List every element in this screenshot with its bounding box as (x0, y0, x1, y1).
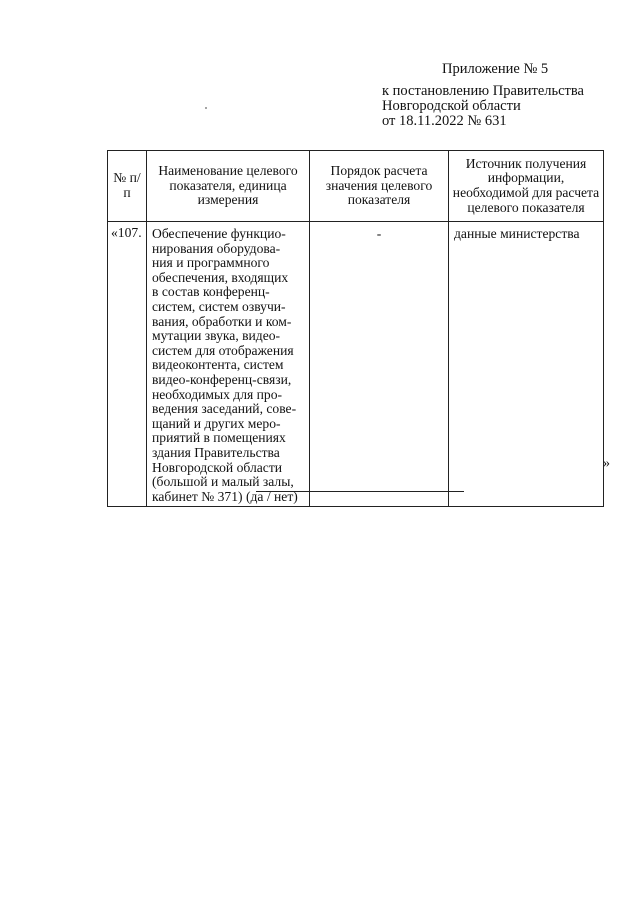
table-header-row (108, 151, 604, 222)
header-number: № п/п (108, 151, 147, 222)
name-line: видеоконтента, систем (152, 357, 284, 373)
cell-number: «107. (108, 222, 147, 507)
name-line: систем для отображения (152, 342, 294, 358)
name-line: вания, обработки и ком- (152, 313, 292, 329)
appendix-line: Новгородской области (382, 98, 521, 114)
name-line: мутации звука, видео- (152, 328, 281, 344)
name-line: здания Правительства (152, 444, 280, 460)
header-indicator-name: Наименование целевого показателя, единица измерения (147, 151, 310, 222)
table-row (108, 222, 604, 507)
name-line: щаний и других меро- (152, 415, 281, 431)
name-line: необходимых для про- (152, 386, 283, 402)
appendix-title: Приложение № 5 (442, 61, 549, 77)
name-line: видео-конференц-связи, (152, 371, 292, 387)
name-line: приятий в помещениях (152, 430, 286, 446)
name-line: в состав конференц- (152, 284, 270, 300)
cell-calculation-order: - (310, 222, 449, 507)
scan-speck (205, 107, 207, 109)
indicator-table (107, 150, 604, 507)
name-line: ния и программного (152, 255, 270, 271)
name-line: Новгородской области (152, 459, 283, 475)
closing-quote: » (603, 456, 610, 471)
name-line: нирования оборудова- (152, 240, 281, 256)
appendix-line: к постановлению Правительства (382, 83, 584, 99)
name-line: систем, систем озвучи- (152, 298, 286, 314)
cell-info-source: данные министерства (449, 222, 604, 507)
appendix-line: от 18.11.2022 № 631 (382, 113, 507, 129)
name-line: Обеспечение функцио- (152, 226, 286, 241)
name-line: обеспечения, входящих (152, 269, 289, 285)
name-line: ведения заседаний, сове- (152, 401, 297, 417)
name-line: (большой и малый залы, (152, 474, 294, 490)
end-rule (256, 491, 464, 492)
header-info-source: Источник получения информации, необходимой для расчета целевого показателя (449, 151, 604, 222)
name-line: кабинет № 371) (да / нет) (152, 488, 298, 504)
cell-indicator-name (147, 222, 310, 507)
header-calculation-order: Порядок расчета значения целевого показателя (310, 151, 449, 222)
